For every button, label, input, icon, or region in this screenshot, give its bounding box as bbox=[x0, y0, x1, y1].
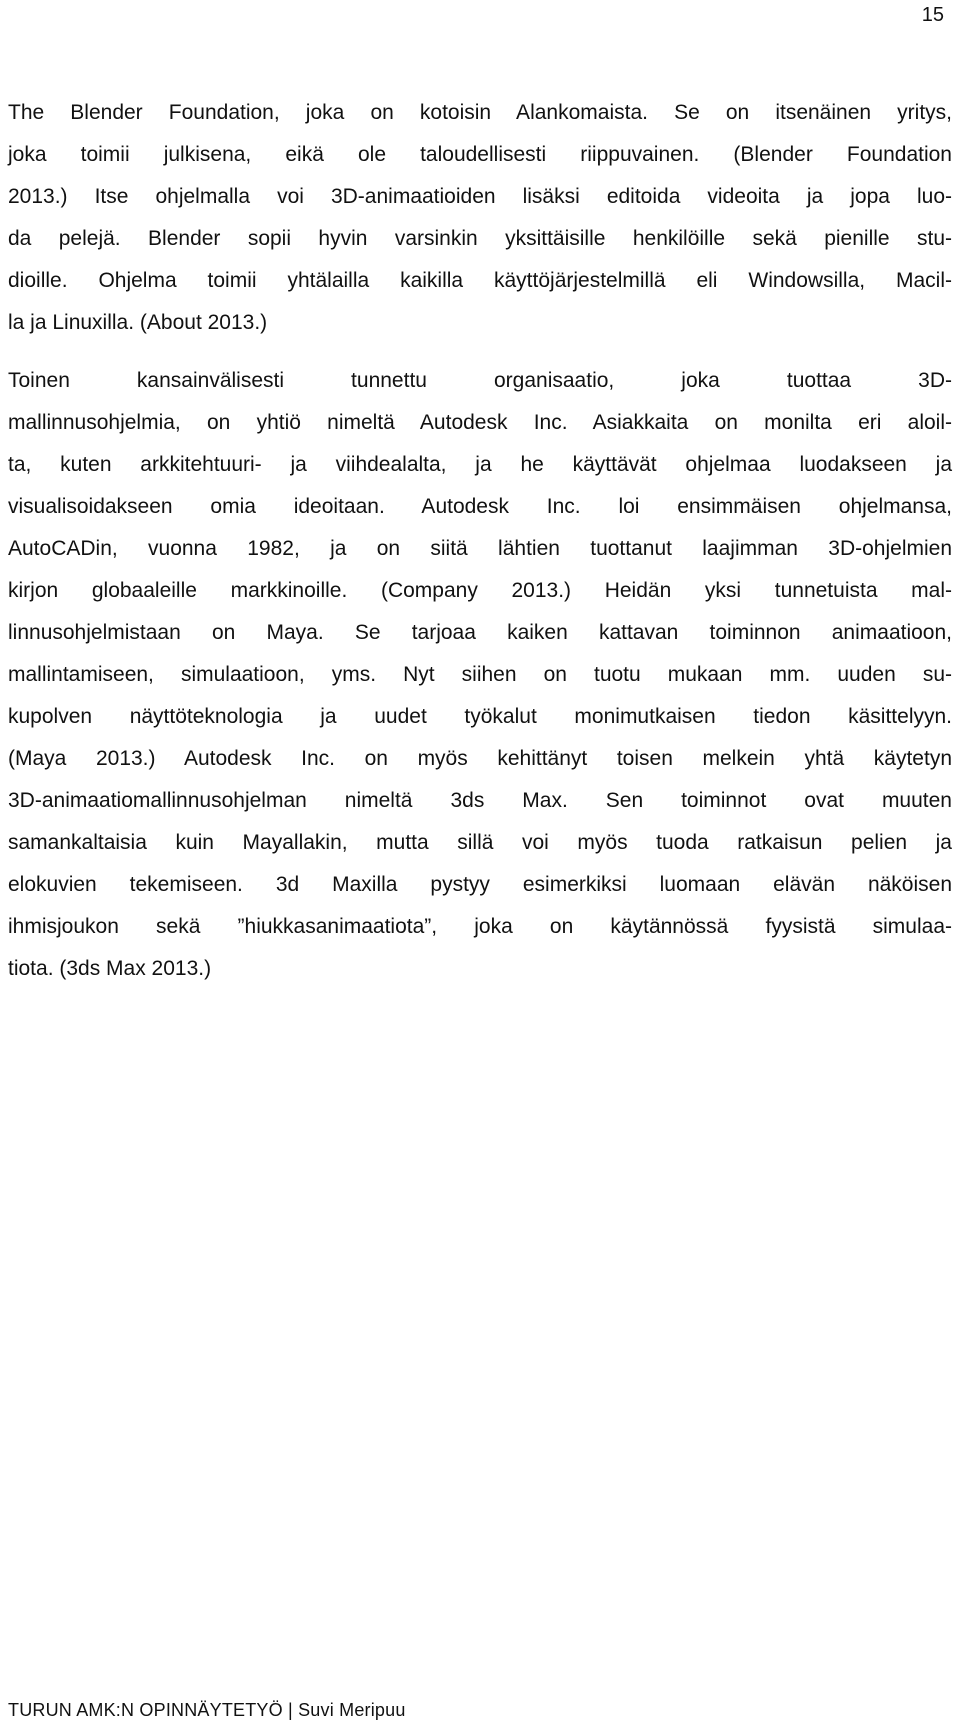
text-line: elokuvien tekemiseen. 3d Maxilla pystyy esimerkiksi luomaan elävän näköisen bbox=[8, 873, 952, 896]
text-line: The Blender Foundation, joka on kotoisin Alankomaista. Se on itsenäinen yritys, bbox=[8, 101, 952, 124]
text-line: mallintamiseen, simulaatioon, yms. Nyt siihen on tuotu mukaan mm. uuden su- bbox=[8, 663, 952, 686]
text-line: (Maya 2013.) Autodesk Inc. on myös kehittänyt toisen melkein yhtä käytetyn bbox=[8, 747, 952, 770]
page-number: 15 bbox=[921, 4, 944, 26]
text-line: joka toimii julkisena, eikä ole taloudellisesti riippuvainen. (Blender Foundation bbox=[8, 143, 952, 166]
text-line: samankaltaisia kuin Mayallakin, mutta sillä voi myös tuoda ratkaisun pelien ja bbox=[8, 831, 952, 854]
text-line: tiota. (3ds Max 2013.) bbox=[8, 957, 212, 980]
text-line: kupolven näyttöteknologia ja uudet työkalut monimutkaisen tiedon käsittelyyn. bbox=[8, 705, 952, 728]
text-line: 2013.) Itse ohjelmalla voi 3D-animaatioiden lisäksi editoida videoita ja jopa luo- bbox=[8, 185, 952, 208]
paragraph-autodesk bbox=[8, 360, 952, 990]
footer-text: TURUN AMK:N OPINNÄYTETYÖ | Suvi Meripuu bbox=[8, 1700, 406, 1720]
text-line: kirjon globaaleille markkinoille. (Company 2013.) Heidän yksi tunnetuista mal- bbox=[8, 579, 952, 602]
text-line: da pelejä. Blender sopii hyvin varsinkin yksittäisille henkilöille sekä pienille stu- bbox=[8, 227, 952, 250]
text-line: AutoCADin, vuonna 1982, ja on siitä lähtien tuottanut laajimman 3D-ohjelmien bbox=[8, 537, 952, 560]
text-line: visualisoidakseen omia ideoitaan. Autodesk Inc. loi ensimmäisen ohjelmansa, bbox=[8, 495, 952, 518]
text-line: 3D-animaatiomallinnusohjelman nimeltä 3ds Max. Sen toiminnot ovat muuten bbox=[8, 789, 952, 812]
text-line: ihmisjoukon sekä ”hiukkasanimaatiota”, joka on käytännössä fyysistä simulaa- bbox=[8, 915, 952, 938]
text-line: ta, kuten arkkitehtuuri- ja viihdealalta, ja he käyttävät ohjelmaa luodakseen ja bbox=[8, 453, 952, 476]
text-line: la ja Linuxilla. (About 2013.) bbox=[8, 311, 268, 334]
text-line: Toinen kansainvälisesti tunnettu organisaatio, joka tuottaa 3D- bbox=[8, 369, 952, 392]
text-line: linnusohjelmistaan on Maya. Se tarjoaa kaiken kattavan toiminnon animaatioon, bbox=[8, 621, 952, 644]
text-line: dioille. Ohjelma toimii yhtälailla kaikilla käyttöjärjestelmillä eli Windowsilla, Macil- bbox=[8, 269, 952, 292]
text-line: mallinnusohjelmia, on yhtiö nimeltä Autodesk Inc. Asiakkaita on monilta eri aloil- bbox=[8, 411, 952, 434]
paragraph-blender bbox=[8, 92, 952, 344]
